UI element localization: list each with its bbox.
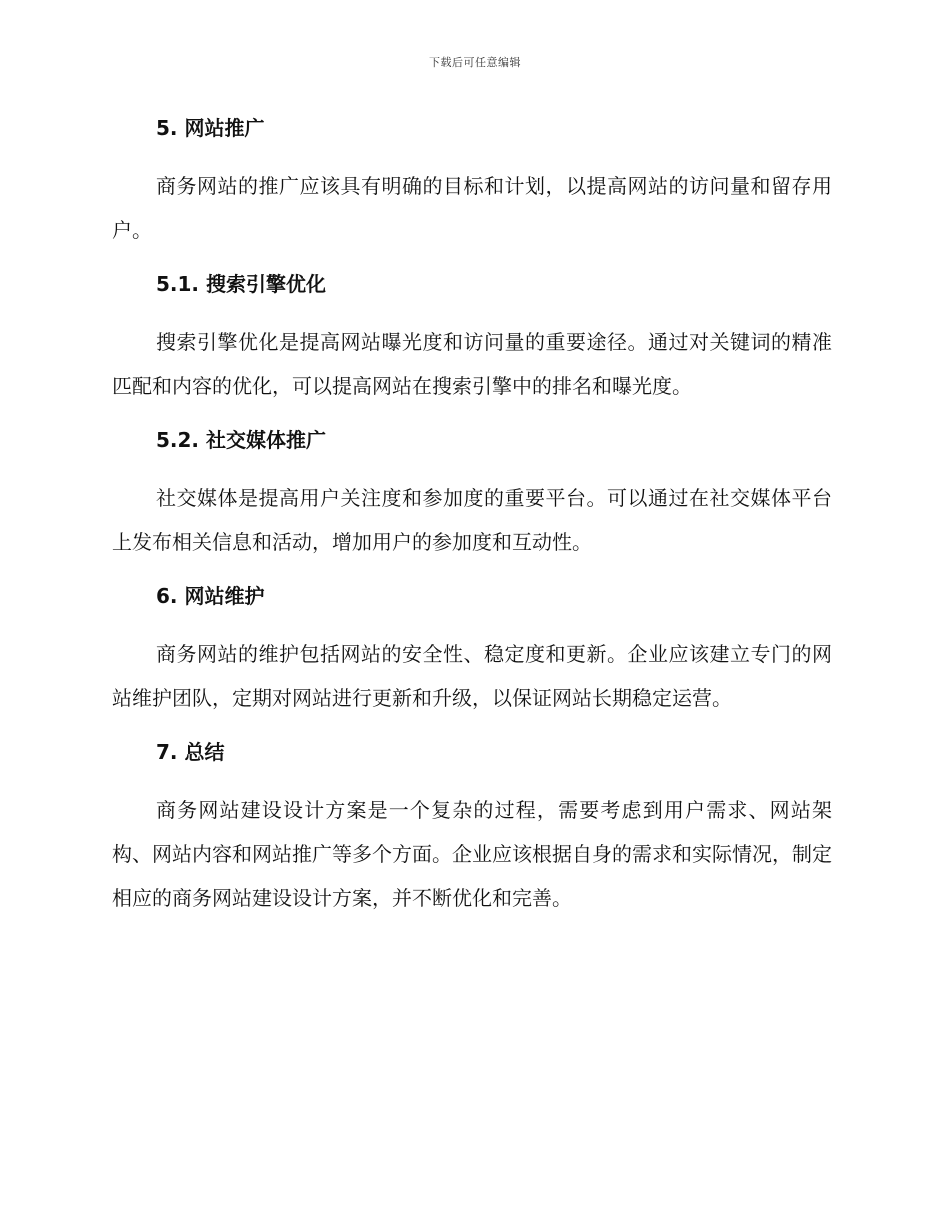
document-body	[112, 110, 832, 920]
section-heading-7: 7. 总结	[156, 740, 225, 764]
section-paragraph-7: 商务网站建设设计方案是一个复杂的过程，需要考虑到用户需求、网站架构、网站内容和网站推广等多个方面。企业应该根据自身的需求和实际情况，制定相应的商务网站建设设计方案，并不断优化和完善。	[112, 798, 832, 910]
section-heading-5-2: 5.2. 社交媒体推广	[156, 428, 326, 452]
section-heading-5-1: 5.1. 搜索引擎优化	[156, 272, 326, 296]
section-heading-6: 6. 网站维护	[156, 584, 265, 608]
section-paragraph-5-2: 社交媒体是提高用户关注度和参加度的重要平台。可以通过在社交媒体平台上发布相关信息和活动，增加用户的参加度和互动性。	[112, 486, 832, 554]
section-heading-5: 5. 网站推广	[156, 116, 265, 140]
header-note: 下载后可任意编辑	[429, 56, 521, 69]
section-paragraph-5-1: 搜索引擎优化是提高网站曝光度和访问量的重要途径。通过对关键词的精准匹配和内容的优化，可以提高网站在搜索引擎中的排名和曝光度。	[112, 330, 832, 398]
section-paragraph-6: 商务网站的维护包括网站的安全性、稳定度和更新。企业应该建立专门的网站维护团队，定期对网站进行更新和升级，以保证网站长期稳定运营。	[112, 642, 832, 710]
section-paragraph-5: 商务网站的推广应该具有明确的目标和计划，以提高网站的访问量和留存用户。	[112, 174, 832, 242]
